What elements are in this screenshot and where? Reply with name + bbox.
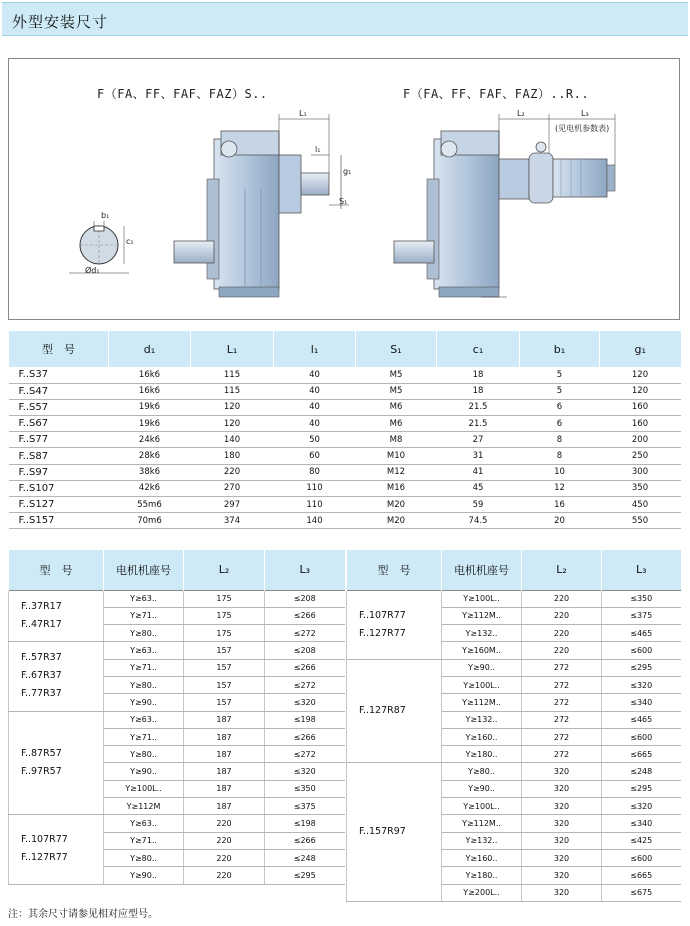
value-cell: ≤350 bbox=[602, 590, 681, 607]
model-name: F..127R77 bbox=[21, 852, 68, 864]
model-cell: F..S47 bbox=[9, 383, 109, 399]
motor-frame-cell: Y≥71.. bbox=[104, 832, 184, 849]
see-motor-note: (见电机参数表) bbox=[555, 124, 610, 133]
table-row bbox=[347, 590, 681, 607]
value-cell: 220 bbox=[191, 464, 274, 480]
value-cell: M20 bbox=[356, 497, 437, 513]
value-cell: ≤375 bbox=[265, 798, 345, 815]
motor-frame-cell: Y≥80.. bbox=[442, 763, 522, 780]
value-cell: 297 bbox=[191, 497, 274, 513]
value-cell: 220 bbox=[184, 832, 265, 849]
col-header-d1: d₁ bbox=[109, 331, 191, 367]
model-group-cell bbox=[347, 763, 442, 901]
value-cell: 187 bbox=[184, 711, 265, 728]
dim-label-L3: L₃ bbox=[581, 109, 589, 118]
value-cell: M10 bbox=[356, 448, 437, 464]
col-header-motor-frame: 电机机座号 bbox=[104, 550, 184, 590]
dim-label-L1: L₁ bbox=[299, 109, 307, 118]
motor-frame-cell: Y≥112M.. bbox=[442, 607, 522, 624]
model-group-cell bbox=[9, 642, 104, 711]
model-name: F..47R17 bbox=[21, 618, 62, 630]
table-row bbox=[9, 432, 681, 448]
value-cell: 59 bbox=[437, 497, 520, 513]
value-cell: 157 bbox=[184, 676, 265, 693]
value-cell: 187 bbox=[184, 746, 265, 763]
motor-frame-cell: Y≥63.. bbox=[104, 642, 184, 659]
model-cell: F..S37 bbox=[9, 367, 109, 383]
value-cell: M12 bbox=[356, 464, 437, 480]
motor-frame-cell: Y≥132.. bbox=[442, 832, 522, 849]
value-cell: 320 bbox=[522, 780, 602, 797]
col-header-b1: b₁ bbox=[520, 331, 600, 367]
value-cell: 320 bbox=[522, 867, 602, 884]
model-group-cell bbox=[9, 590, 104, 642]
value-cell: ≤675 bbox=[602, 884, 681, 901]
value-cell: 10 bbox=[520, 464, 600, 480]
value-cell: 38k6 bbox=[109, 464, 191, 480]
value-cell: 5 bbox=[520, 383, 600, 399]
model-name: F..57R37 bbox=[21, 652, 62, 664]
value-cell: ≤198 bbox=[265, 815, 345, 832]
model-cell: F..S77 bbox=[9, 432, 109, 448]
table-row bbox=[9, 383, 681, 399]
value-cell: ≤198 bbox=[265, 711, 345, 728]
value-cell: 120 bbox=[600, 367, 681, 383]
value-cell: 120 bbox=[191, 416, 274, 432]
motor-frame-cell: Y≥132.. bbox=[442, 625, 522, 642]
value-cell: ≤665 bbox=[602, 867, 681, 884]
value-cell: 80 bbox=[274, 464, 356, 480]
value-cell: 31 bbox=[437, 448, 520, 464]
table-row bbox=[9, 497, 681, 513]
value-cell: 320 bbox=[522, 849, 602, 866]
value-cell: 6 bbox=[520, 416, 600, 432]
value-cell: 50 bbox=[274, 432, 356, 448]
motor-frame-cell: Y≥112M bbox=[104, 798, 184, 815]
dim-label-S1: S₁ bbox=[339, 197, 348, 206]
value-cell: 272 bbox=[522, 711, 602, 728]
page-title: 外型安装尺寸 bbox=[12, 13, 109, 31]
motor-frame-cell: Y≥100L.. bbox=[442, 590, 522, 607]
value-cell: 320 bbox=[522, 832, 602, 849]
value-cell: ≤295 bbox=[602, 780, 681, 797]
value-cell: 220 bbox=[522, 625, 602, 642]
value-cell: 160 bbox=[600, 416, 681, 432]
model-cell: F..S67 bbox=[9, 416, 109, 432]
model-name: F..37R17 bbox=[21, 600, 62, 612]
dim-label-g1: g₁ bbox=[343, 167, 352, 176]
value-cell: 272 bbox=[522, 694, 602, 711]
value-cell: 187 bbox=[184, 798, 265, 815]
value-cell: ≤266 bbox=[265, 728, 345, 745]
value-cell: ≤208 bbox=[265, 590, 345, 607]
value-cell: M6 bbox=[356, 416, 437, 432]
value-cell: 160 bbox=[600, 399, 681, 415]
col-header-model: 型 号 bbox=[9, 331, 109, 367]
motor-frame-cell: Y≥100L.. bbox=[104, 780, 184, 797]
motor-frame-cell: Y≥90.. bbox=[104, 763, 184, 780]
table-row bbox=[9, 711, 345, 728]
col-header-c1: c₁ bbox=[437, 331, 520, 367]
value-cell: 19k6 bbox=[109, 416, 191, 432]
model-name: F..127R87 bbox=[359, 705, 406, 717]
value-cell: 16k6 bbox=[109, 383, 191, 399]
value-cell: 40 bbox=[274, 383, 356, 399]
value-cell: ≤266 bbox=[265, 832, 345, 849]
value-cell: 6 bbox=[520, 399, 600, 415]
table-row bbox=[347, 659, 681, 676]
value-cell: 157 bbox=[184, 642, 265, 659]
value-cell: M20 bbox=[356, 513, 437, 529]
value-cell: ≤665 bbox=[602, 746, 681, 763]
model-name: F..67R37 bbox=[21, 670, 62, 682]
value-cell: 450 bbox=[600, 497, 681, 513]
value-cell: 120 bbox=[191, 399, 274, 415]
value-cell: 175 bbox=[184, 590, 265, 607]
value-cell: 175 bbox=[184, 607, 265, 624]
value-cell: 55m6 bbox=[109, 497, 191, 513]
value-cell: 250 bbox=[600, 448, 681, 464]
motor-frame-cell: Y≥80.. bbox=[104, 746, 184, 763]
value-cell: ≤600 bbox=[602, 642, 681, 659]
motor-frame-cell: Y≥80.. bbox=[104, 625, 184, 642]
value-cell: 115 bbox=[191, 383, 274, 399]
value-cell: 45 bbox=[437, 480, 520, 496]
model-cell: F..S157 bbox=[9, 513, 109, 529]
value-cell: ≤320 bbox=[265, 763, 345, 780]
value-cell: ≤320 bbox=[602, 676, 681, 693]
value-cell: M16 bbox=[356, 480, 437, 496]
value-cell: ≤465 bbox=[602, 625, 681, 642]
col-header-L2: L₂ bbox=[184, 550, 265, 590]
motor-frame-cell: Y≥71.. bbox=[104, 607, 184, 624]
value-cell: ≤266 bbox=[265, 659, 345, 676]
motor-frame-cell: Y≥90.. bbox=[104, 867, 184, 884]
table-row bbox=[9, 367, 681, 383]
value-cell: 27 bbox=[437, 432, 520, 448]
model-group-cell bbox=[347, 590, 442, 659]
motor-frame-cell: Y≥160M.. bbox=[442, 642, 522, 659]
value-cell: ≤272 bbox=[265, 676, 345, 693]
dimension-table-s-series bbox=[8, 331, 681, 529]
value-cell: 350 bbox=[600, 480, 681, 496]
value-cell: M5 bbox=[356, 367, 437, 383]
motor-frame-cell: Y≥160.. bbox=[442, 849, 522, 866]
model-cell: F..S57 bbox=[9, 399, 109, 415]
value-cell: 16 bbox=[520, 497, 600, 513]
table-row bbox=[9, 399, 681, 415]
table-row bbox=[9, 416, 681, 432]
value-cell: 120 bbox=[600, 383, 681, 399]
value-cell: 140 bbox=[274, 513, 356, 529]
table-row bbox=[9, 448, 681, 464]
motor-frame-cell: Y≥160.. bbox=[442, 728, 522, 745]
value-cell: 18 bbox=[437, 383, 520, 399]
motor-frame-cell: Y≥90.. bbox=[442, 659, 522, 676]
value-cell: 272 bbox=[522, 676, 602, 693]
value-cell: 5 bbox=[520, 367, 600, 383]
value-cell: ≤272 bbox=[265, 746, 345, 763]
motor-frame-cell: Y≥80.. bbox=[104, 676, 184, 693]
value-cell: 320 bbox=[522, 815, 602, 832]
value-cell: 19k6 bbox=[109, 399, 191, 415]
motor-frame-cell: Y≥90.. bbox=[442, 780, 522, 797]
left-drawing-title: F（FA、FF、FAF、FAZ）S.. bbox=[97, 87, 268, 101]
value-cell: ≤465 bbox=[602, 711, 681, 728]
page-header bbox=[2, 2, 688, 36]
model-group-cell bbox=[9, 815, 104, 884]
motor-frame-cell: Y≥71.. bbox=[104, 728, 184, 745]
table-header-row bbox=[9, 331, 681, 367]
motor-frame-cell: Y≥132.. bbox=[442, 711, 522, 728]
value-cell: ≤295 bbox=[265, 867, 345, 884]
value-cell: 115 bbox=[191, 367, 274, 383]
dim-label-c1: c₁ bbox=[126, 237, 134, 246]
motor-frame-cell: Y≥80.. bbox=[104, 849, 184, 866]
value-cell: ≤295 bbox=[602, 659, 681, 676]
table-row bbox=[9, 590, 345, 607]
motor-frame-cell: Y≥71.. bbox=[104, 659, 184, 676]
col-header-motor-frame: 电机机座号 bbox=[442, 550, 522, 590]
value-cell: ≤320 bbox=[265, 694, 345, 711]
motor-frame-cell: Y≥180.. bbox=[442, 867, 522, 884]
table-header-row bbox=[9, 550, 345, 590]
value-cell: 8 bbox=[520, 432, 600, 448]
motor-frame-cell: Y≥100L.. bbox=[442, 798, 522, 815]
value-cell: ≤340 bbox=[602, 815, 681, 832]
value-cell: 28k6 bbox=[109, 448, 191, 464]
model-cell: F..S87 bbox=[9, 448, 109, 464]
value-cell: 70m6 bbox=[109, 513, 191, 529]
value-cell: 175 bbox=[184, 625, 265, 642]
value-cell: 220 bbox=[522, 607, 602, 624]
motor-frame-cell: Y≥112M.. bbox=[442, 815, 522, 832]
model-name: F..107R77 bbox=[359, 609, 406, 621]
table-header-row bbox=[347, 550, 681, 590]
value-cell: 320 bbox=[522, 798, 602, 815]
motor-frame-cell: Y≥200L.. bbox=[442, 884, 522, 901]
value-cell: ≤248 bbox=[602, 763, 681, 780]
table-row bbox=[9, 480, 681, 496]
value-cell: 18 bbox=[437, 367, 520, 383]
value-cell: ≤600 bbox=[602, 849, 681, 866]
value-cell: 200 bbox=[600, 432, 681, 448]
value-cell: 21.5 bbox=[437, 416, 520, 432]
value-cell: ≤350 bbox=[265, 780, 345, 797]
model-cell: F..S97 bbox=[9, 464, 109, 480]
col-header-model: 型 号 bbox=[9, 550, 104, 590]
model-name: F..77R37 bbox=[21, 688, 62, 700]
table-row bbox=[9, 513, 681, 529]
value-cell: ≤272 bbox=[265, 625, 345, 642]
motor-frame-cell: Y≥63.. bbox=[104, 590, 184, 607]
motor-frame-cell: Y≥100L.. bbox=[442, 676, 522, 693]
col-header-L3: L₃ bbox=[602, 550, 681, 590]
col-header-g1: g₁ bbox=[600, 331, 681, 367]
value-cell: M5 bbox=[356, 383, 437, 399]
value-cell: 74.5 bbox=[437, 513, 520, 529]
table-row bbox=[9, 464, 681, 480]
gearbox-left-diagram bbox=[174, 114, 352, 297]
model-group-cell bbox=[9, 711, 104, 815]
value-cell: 157 bbox=[184, 694, 265, 711]
value-cell: 187 bbox=[184, 780, 265, 797]
value-cell: 220 bbox=[184, 867, 265, 884]
value-cell: 40 bbox=[274, 367, 356, 383]
dim-label-l1: l₁ bbox=[315, 145, 321, 154]
model-name: F..87R57 bbox=[21, 747, 62, 759]
model-cell: F..S127 bbox=[9, 497, 109, 513]
dim-label-L2: L₂ bbox=[517, 109, 525, 118]
value-cell: 180 bbox=[191, 448, 274, 464]
dim-label-d1: Ød₁ bbox=[85, 266, 100, 275]
value-cell: 40 bbox=[274, 416, 356, 432]
value-cell: ≤208 bbox=[265, 642, 345, 659]
right-drawing-title: F（FA、FF、FAF、FAZ）..R.. bbox=[403, 87, 590, 101]
col-header-L2: L₂ bbox=[522, 550, 602, 590]
value-cell: 140 bbox=[191, 432, 274, 448]
value-cell: M6 bbox=[356, 399, 437, 415]
col-header-l1: l₁ bbox=[274, 331, 356, 367]
value-cell: ≤425 bbox=[602, 832, 681, 849]
value-cell: 42k6 bbox=[109, 480, 191, 496]
value-cell: 374 bbox=[191, 513, 274, 529]
value-cell: 300 bbox=[600, 464, 681, 480]
table-row bbox=[347, 763, 681, 780]
value-cell: M8 bbox=[356, 432, 437, 448]
value-cell: 110 bbox=[274, 497, 356, 513]
col-header-model: 型 号 bbox=[347, 550, 442, 590]
value-cell: ≤340 bbox=[602, 694, 681, 711]
value-cell: ≤320 bbox=[602, 798, 681, 815]
value-cell: 187 bbox=[184, 728, 265, 745]
value-cell: 20 bbox=[520, 513, 600, 529]
value-cell: 272 bbox=[522, 659, 602, 676]
value-cell: 320 bbox=[522, 763, 602, 780]
model-name: F..97R57 bbox=[21, 765, 62, 777]
value-cell: 220 bbox=[184, 815, 265, 832]
table-row bbox=[9, 642, 345, 659]
value-cell: 320 bbox=[522, 884, 602, 901]
dim-label-b1: b₁ bbox=[101, 211, 110, 220]
value-cell: 16k6 bbox=[109, 367, 191, 383]
value-cell: 270 bbox=[191, 480, 274, 496]
model-name: F..127R77 bbox=[359, 627, 406, 639]
value-cell: 157 bbox=[184, 659, 265, 676]
motor-frame-cell: Y≥63.. bbox=[104, 815, 184, 832]
value-cell: 110 bbox=[274, 480, 356, 496]
table-row bbox=[9, 815, 345, 832]
value-cell: ≤266 bbox=[265, 607, 345, 624]
value-cell: 12 bbox=[520, 480, 600, 496]
value-cell: 272 bbox=[522, 746, 602, 763]
value-cell: 272 bbox=[522, 728, 602, 745]
motor-frame-cell: Y≥63.. bbox=[104, 711, 184, 728]
value-cell: 41 bbox=[437, 464, 520, 480]
motor-frame-cell: Y≥90.. bbox=[104, 694, 184, 711]
footnote: 注：其余尺寸请参见相对应型号。 bbox=[8, 909, 158, 920]
model-cell: F..S107 bbox=[9, 480, 109, 496]
col-header-S1: S₁ bbox=[356, 331, 437, 367]
value-cell: 60 bbox=[274, 448, 356, 464]
value-cell: ≤600 bbox=[602, 728, 681, 745]
motor-table-left bbox=[8, 550, 345, 885]
value-cell: 40 bbox=[274, 399, 356, 415]
motor-table-right bbox=[346, 550, 681, 902]
dimension-drawing bbox=[8, 58, 680, 320]
model-name: F..157R97 bbox=[359, 826, 406, 838]
value-cell: ≤248 bbox=[265, 849, 345, 866]
col-header-L1: L₁ bbox=[191, 331, 274, 367]
value-cell: 220 bbox=[184, 849, 265, 866]
value-cell: 24k6 bbox=[109, 432, 191, 448]
value-cell: 220 bbox=[522, 642, 602, 659]
col-header-L3: L₃ bbox=[265, 550, 345, 590]
motor-frame-cell: Y≥112M.. bbox=[442, 694, 522, 711]
value-cell: 550 bbox=[600, 513, 681, 529]
value-cell: ≤375 bbox=[602, 607, 681, 624]
model-group-cell bbox=[347, 659, 442, 763]
value-cell: 220 bbox=[522, 590, 602, 607]
model-name: F..107R77 bbox=[21, 834, 68, 846]
motor-frame-cell: Y≥180.. bbox=[442, 746, 522, 763]
value-cell: 187 bbox=[184, 763, 265, 780]
value-cell: 21.5 bbox=[437, 399, 520, 415]
gearbox-right-diagram bbox=[394, 114, 615, 297]
value-cell: 8 bbox=[520, 448, 600, 464]
